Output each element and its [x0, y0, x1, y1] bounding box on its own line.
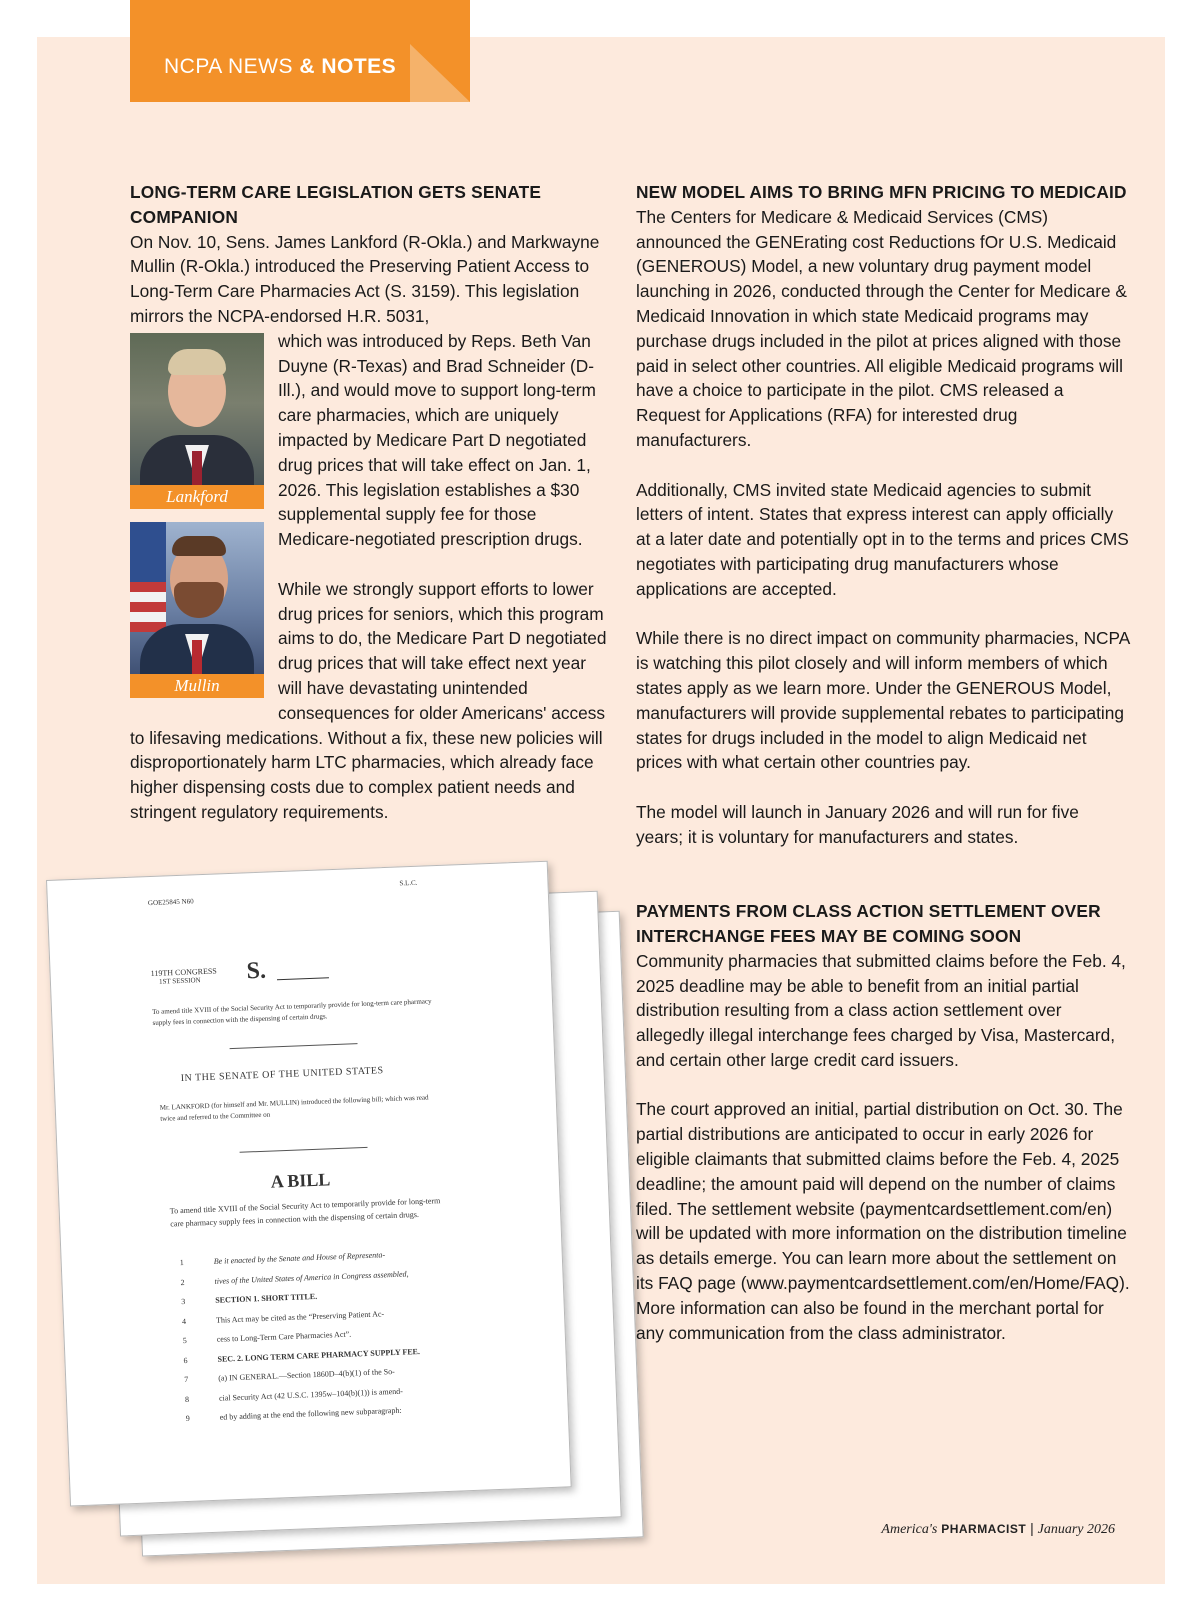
article-title: LONG-TERM CARE LEGISLATION GETS SENATE COMPANION	[130, 182, 542, 227]
article-paragraph: Additionally, CMS invited state Medicaid agencies to submit letters of intent. States that express interest can apply officially at a later date and potentially opt in to the terms and prices CMS negotiates with participating drug manufacturers whose applications are accepted.	[636, 479, 1129, 599]
bill-line-text: SEC. 2. LONG TERM CARE PHARMACY SUPPLY FEE.	[217, 1346, 421, 1364]
bill-line	[183, 1344, 420, 1366]
bill-line-number: 9	[185, 1413, 190, 1424]
bill-number-line	[277, 977, 329, 980]
bill-divider	[240, 1147, 368, 1153]
bill-line-text: (a) IN GENERAL.—Section 1860D–4(b)(1) of the So-	[218, 1366, 395, 1383]
bill-line	[180, 1248, 386, 1269]
bill-purpose: To amend title XVIII of the Social Security Act to temporarily provide for long-term care pharmacy supply fees in connection with the dispensing of certain drugs.	[169, 1196, 441, 1229]
article-paragraph: which was introduced by Reps. Beth Van Duyne (R-Texas) and Brad Schneider (D-Ill.), and would move to support long-term care pharmacies, which are uniquely impacted by Medicare Part D negotiated drug prices that will take effect on Jan. 1, 2026. This legislation establishes a $30 supplemental supply fee for those Medicare-negotiated prescription drugs.	[278, 330, 596, 550]
bill-line	[185, 1384, 403, 1405]
bill-slc: S.L.C.	[399, 878, 418, 888]
magazine-name: PHARMACIST	[941, 1522, 1027, 1536]
article-paragraph: The Centers for Medicare & Medicaid Services (CMS) announced the GENErating cost Reductions fOr U.S. Medicaid (GENEROUS) Model, a new voluntary drug payment model launching in 2026, conducted through the Center for Medicare & Medicaid Innovation in which state Medicaid programs may purchase drugs included in the pilot at prices aligned with those paid in select other countries. All eligible Medicaid programs will have a choice to participate in the pilot. CMS released a Request for Applications (RFA) for interested drug manufacturers.	[636, 206, 1127, 450]
flag	[130, 522, 166, 632]
article-paragraph: On Nov. 10, Sens. James Lankford (R-Okla.) and Markwayne Mullin (R-Okla.) introduced the Preserving Patient Access to Long-Term Care Pharmacies Act (S. 3159). This legislation mirrors the NCPA-endorsed H.R. 5031,	[130, 231, 600, 326]
section-label-light: NCPA NEWS	[164, 55, 293, 78]
bill-line-number: 6	[183, 1355, 188, 1365]
section-label-bold: & NOTES	[299, 55, 397, 78]
article-paragraph: While we strongly support efforts to lower drug prices for seniors, which this program aims to do, the Medicare Part D negotiated drug prices that will take effect next year will have devastating unintended consequences for older Americans' access to lifesaving medications. Without a fix, these new policies will disproportionately harm LTC pharmacies, which already face higher dispensing costs due to complex patient needs and stringent regulatory requirements.	[130, 578, 607, 822]
photo-lankford	[130, 333, 264, 509]
bill-line-text: cess to Long-Term Care Pharmacies Act”.	[216, 1329, 352, 1344]
bill-line-text: tives of the United States of America in Congress assembled,	[214, 1268, 409, 1286]
bill-document	[46, 861, 572, 1507]
issue-date: January 2026	[1037, 1522, 1115, 1537]
tie	[192, 451, 202, 485]
bill-a-bill: A BILL	[270, 1169, 331, 1192]
article-generous-model	[636, 180, 1130, 1345]
bill-line-text: SECTION 1. SHORT TITLE.	[215, 1291, 318, 1305]
bill-line-number: 1	[179, 1257, 184, 1268]
bill-s-label: S.	[246, 957, 267, 985]
bill-line-number: 5	[182, 1335, 187, 1346]
bill-senate: IN THE SENATE OF THE UNITED STATES	[180, 1065, 384, 1084]
photo-caption: Mullin	[130, 674, 264, 698]
tie	[192, 640, 202, 674]
bill-session: 1ST SESSION	[158, 976, 201, 986]
photo-mullin	[130, 522, 264, 698]
article-paragraph: Community pharmacies that submitted claims before the Feb. 4, 2025 deadline may be able to benefit from an initial partial distribution resulting from a class action settlement over allegedly illegal interchange fees charged by Visa, Mastercard, and certain other large credit card issuers.	[636, 950, 1126, 1070]
footer-separator: |	[1030, 1520, 1034, 1536]
bill-line-number: 8	[184, 1394, 190, 1404]
article-paragraph: The model will launch in January 2026 and will run for five years; it is voluntary for manufacturers and states.	[636, 801, 1079, 847]
section-label	[164, 55, 396, 79]
section-tab-fold	[410, 44, 470, 102]
bill-line	[181, 1290, 317, 1308]
beard	[174, 582, 224, 618]
magazine-prefix: America's	[881, 1522, 938, 1537]
bill-line-text: This Act may be cited as the “Preserving Patient Ac-	[215, 1308, 385, 1325]
hair	[172, 536, 226, 556]
hair	[168, 349, 226, 375]
bill-line	[182, 1307, 385, 1328]
article-paragraph: While there is no direct impact on community pharmacies, NCPA is watching this pilot closely and will inform members of which states apply as we learn more. Under the GENEROUS Model, manufacturers will provide supplemental rebates to participating states for drugs included in the model to align Medicaid net prices with what certain other countries pay.	[636, 628, 1130, 773]
article-title: PAYMENTS FROM CLASS ACTION SETTLEMENT OVER INTERCHANGE FEES MAY BE COMING SOON	[636, 901, 1101, 946]
bill-intro: Mr. LANKFORD (for himself and Mr. MULLIN) introduced the following bill; which was read twice and referred to the Committee on	[159, 1093, 429, 1123]
bill-text-lines	[179, 1245, 480, 1424]
bill-line-text: ed by adding at the end the following new subparagraph:	[219, 1405, 402, 1422]
bill-line-number: 4	[181, 1316, 187, 1326]
page-footer	[881, 1520, 1115, 1538]
bill-line	[186, 1404, 402, 1425]
bill-line-text: cial Security Act (42 U.S.C. 1395w–104(b)(1)) is amend-	[218, 1386, 404, 1403]
article-title: NEW MODEL AIMS TO BRING MFN PRICING TO MEDICAID	[636, 182, 1127, 202]
bill-line	[183, 1328, 352, 1347]
photo-caption: Lankford	[130, 485, 264, 509]
article-interchange-settlement	[636, 899, 1130, 1345]
bill-divider	[230, 1043, 358, 1049]
bill-summary: To amend title XVIII of the Social Security Act to temporarily provide for long-term care pharmacy supply fees in connection with the dispensing of certain drugs.	[151, 997, 432, 1028]
bill-line	[184, 1365, 395, 1386]
bill-congress: 119TH CONGRESS	[150, 966, 217, 979]
senator-photos	[130, 333, 278, 701]
bill-line-number: 2	[180, 1277, 185, 1287]
article-paragraph: The court approved an initial, partial distribution on Oct. 30. The partial distributions are anticipated to occur in early 2026 for eligible claimants that submitted claims before the Feb. 4, 2025 deadline; the amount paid will depend on the number of claims filed. The settlement website (paymentcardsettlement.com/en) will be updated with more information on the distribution timeline as details emerge. You can learn more about the settlement on its FAQ page (www.paymentcardsettlement.com/en/Home/FAQ). More information can also be found in the merchant portal for any communication from the class administrator.	[636, 1099, 1130, 1343]
bill-code: GOE25845 N60	[147, 897, 194, 908]
bill-line-text: Be it enacted by the Senate and House of Representa-	[213, 1250, 386, 1266]
bill-line-number: 7	[184, 1374, 189, 1385]
article-ltc-legislation	[130, 180, 612, 825]
bill-line	[180, 1267, 409, 1289]
bill-line-number: 3	[181, 1296, 186, 1307]
